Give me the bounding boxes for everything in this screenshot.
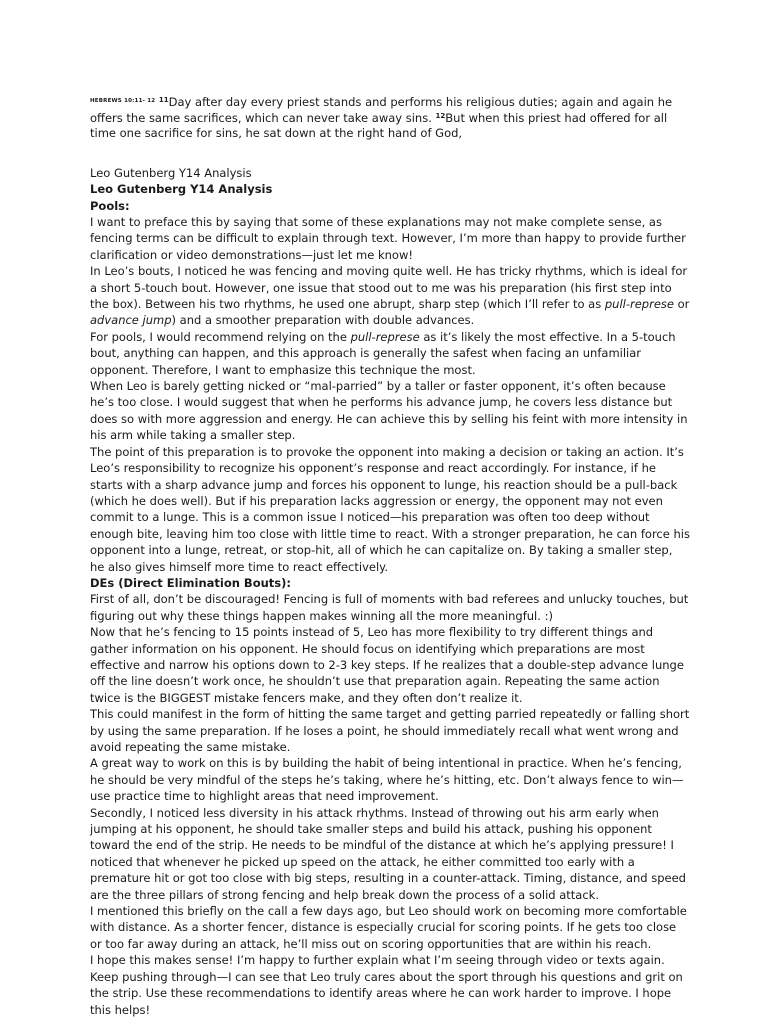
paragraph-closing: I hope this makes sense! I’m happy to further explain what I’m seeing through video or texts again. Keep pushing through—I can see that Leo truly cares about the sport through his questions and grit on the strip. Use these recommendations to identify areas where he can work harder to improve. I hope this helps!: [90, 953, 683, 1017]
des-heading: DEs (Direct Elimination Bouts):: [90, 575, 291, 590]
verse-number-11: 11: [158, 96, 169, 104]
paragraph-bouts: [90, 263, 690, 329]
verse-text-12: But when this priest had offered for all time one sacrifice for sins, he sat down at the right hand of God,: [90, 110, 668, 141]
paragraph-preparation-point: The point of this preparation is to provoke the opponent into making a decision or taking an action. It’s Leo’s responsibility to recognize his opponent’s response and react accordingly. For instance, if he starts with a sharp advance jump and forces his opponent to lunge, his reaction should be a pull-back (which he does well). But if his preparation lacks aggression or energy, the opponent may not even commit to a lunge. This is a common issue I noticed—his preparation was often too deep without enough bite, leaving him too close with little time to react. With a stronger preparation, he can force his opponent into a lunge, retreat, or stop-hit, all of which he can capitalize on. By taking a smaller step, he also gives himself more time to react effectively.: [90, 444, 690, 574]
term-advance-jump: advance jump: [90, 313, 172, 328]
paragraph-pools-recommendation: [90, 329, 690, 378]
paragraph-attack-rhythms: Secondly, I noticed less diversity in his attack rhythms. Instead of throwing out his arm early when jumping at his opponent, he should take smaller steps and build his attack, pushing his opponent toward the end of the strip. He needs to be mindful of the distance at which he’s applying pressure! I noticed that whenever he picked up speed on the attack, he either committed too early with a premature hit or got too close with big steps, resulting in a counter-attack. Timing, distance, and speed are the three pillars of strong fencing and help break down the process of a solid attack.: [90, 805, 686, 902]
verse-reference: HEBREWS 10:11- 12: [90, 98, 156, 104]
paragraph-comfortable-distance: I mentioned this briefly on the call a few days ago, but Leo should work on becoming more comfortable with distance. As a shorter fencer, distance is especially crucial for scoring points. If he gets too close or too far away during an attack, he’ll miss out on scoring opportunities that are within his reach.: [90, 904, 687, 951]
paragraph-fifteen-points: Now that he’s fencing to 15 points instead of 5, Leo has more flexibility to try different things and gather information on his opponent. He should focus on identifying which preparations are most effective and narrow his options down to 2-3 key steps. If he realizes that a double-step advance lunge off the line doesn’t work once, he shouldn’t use that preparation again. Repeating the same action twice is the BIGGEST mistake fencers make, and they often don’t realize it.: [90, 625, 684, 705]
paragraph-practice: A great way to work on this is by building the habit of being intentional in practice. When he’s fencing, he should be very mindful of the steps he’s taking, where he’s hitting, etc. Don’t always fence to win—use practice time to highlight areas that need improvement.: [90, 756, 684, 804]
document-page: [90, 94, 690, 1018]
paragraph-encouragement: First of all, don’t be discouraged! Fencing is full of moments with bad referees and unlucky touches, but figuring out why these things happen makes winning all the more meaningful. :): [90, 592, 689, 623]
verse-text-11: Day after day every priest stands and performs his religious duties; again and again he offers the same sacrifices, which can never take away sins.: [90, 95, 673, 125]
paragraph-text: as it’s likely the most effective. In a 5-touch bout, anything can happen, and this approach is generally the safest when facing an unfamiliar opponent. Therefore, I want to emphasize this technique the most.: [90, 329, 676, 377]
paragraph-text: For pools, I would recommend relying on the: [90, 329, 351, 344]
paragraph-distance: When Leo is barely getting nicked or “mal-parried” by a taller or faster opponent, it’s often because he’s too close. I would suggest that when he performs his advance jump, he covers less distance but does so with more aggression and energy. He can achieve this by selling his feint with more intensity in his arm while taking a smaller step.: [90, 379, 688, 443]
paragraph-preface: I want to preface this by saying that some of these explanations may not make complete sense, as fencing terms can be difficult to explain through text. However, I’m more than happy to provide further clarification or video demonstrations—just let me know!: [90, 215, 686, 262]
paragraph-same-mistake: This could manifest in the form of hitting the same target and getting parried repeatedly or falling short by using the same preparation. If he loses a point, he should immediately recall what went wrong and avoid repeating the same mistake.: [90, 707, 690, 754]
document-title-plain: Leo Gutenberg Y14 Analysis: [90, 165, 252, 180]
scripture-verse: [90, 94, 690, 142]
paragraph-text: or: [673, 297, 690, 312]
paragraph-text: ) and a smoother preparation with double advances.: [171, 313, 475, 328]
pools-heading: Pools:: [90, 198, 130, 213]
paragraph-text: In Leo’s bouts, I noticed he was fencing and moving quite well. He has tricky rhythms, which is ideal for a short 5-touch bout. However, one issue that stood out to me was his preparation (his first step into the box). Between his two rhythms, he used one abrupt, sharp step (which I’ll refer to as: [90, 264, 688, 312]
term-pull-represe: pull-represe: [604, 297, 674, 312]
spacer: [90, 142, 690, 165]
document-title: Leo Gutenberg Y14 Analysis: [90, 182, 273, 197]
term-pull-represe: pull-represe: [350, 329, 420, 344]
verse-number-12: 12: [435, 111, 446, 120]
